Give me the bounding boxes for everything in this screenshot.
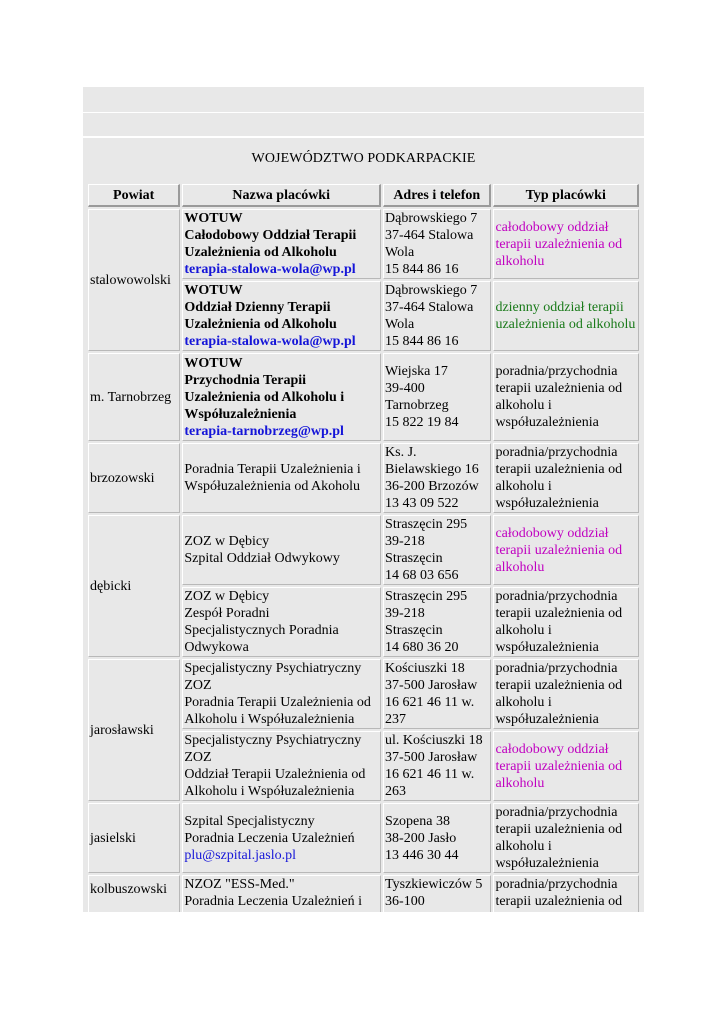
facility-name-cell bbox=[182, 209, 381, 279]
facility-name-line: ZOZ w Dębicy bbox=[184, 589, 270, 604]
address-line: ul. Kościuszki 18 bbox=[385, 733, 483, 748]
facility-name-cell bbox=[182, 515, 381, 585]
facility-name-line: Zespół Poradni bbox=[184, 606, 270, 621]
facility-name-line: Całodobowy Oddział Terapii bbox=[184, 228, 357, 243]
phone-line: 14 680 36 20 bbox=[385, 640, 459, 655]
facility-type-cell: poradnia/przychodnia terapii uzależnienia od alkoholu i współuzależnienia bbox=[493, 803, 639, 873]
address-cell bbox=[383, 353, 491, 441]
table-row bbox=[88, 353, 639, 441]
phone-line: 16 621 46 11 w. bbox=[385, 767, 475, 782]
table-row bbox=[88, 209, 639, 279]
content-panel bbox=[83, 87, 644, 912]
facility-type-cell: całodobowy oddział terapii uzależnienia od alkoholu bbox=[493, 515, 639, 585]
facility-name-cell bbox=[182, 731, 381, 801]
address-line: Straszęcin bbox=[385, 623, 443, 638]
table-row bbox=[88, 659, 639, 729]
address-cell bbox=[383, 209, 491, 279]
address-line: 37-500 Jarosław bbox=[385, 678, 478, 693]
header-name: Nazwa placówki bbox=[182, 184, 381, 207]
facility-name-cell bbox=[182, 281, 381, 351]
facility-name-line: ZOZ bbox=[184, 750, 212, 765]
table-row bbox=[88, 443, 639, 513]
address-line: 37-464 Stalowa bbox=[385, 228, 474, 243]
table-row bbox=[88, 803, 639, 873]
facility-name-cell bbox=[182, 353, 381, 441]
facility-type-cell: całodobowy oddział terapii uzależnienia od alkoholu bbox=[493, 209, 639, 279]
address-line: Tyszkiewiczów 5 bbox=[385, 877, 483, 892]
facility-name-line: Specjalistyczny Psychiatryczny bbox=[184, 661, 362, 676]
table-header-row bbox=[88, 184, 639, 207]
district-cell: jasielski bbox=[88, 803, 180, 873]
address-line: 37-464 Stalowa bbox=[385, 300, 474, 315]
address-cell bbox=[383, 281, 491, 351]
address-line: Dąbrowskiego 7 bbox=[385, 283, 478, 298]
facility-type-cell: poradnia/przychodnia terapii uzależnienia od alkoholu i współuzależnienia bbox=[493, 587, 639, 657]
phone-line: 15 844 86 16 bbox=[385, 262, 459, 277]
facility-name-cell bbox=[182, 659, 381, 729]
facility-name-line: Szpital Specjalistyczny bbox=[184, 813, 315, 829]
address-line: 38-200 Jasło bbox=[385, 830, 457, 846]
facility-name-line: Poradnia Terapii Uzależnienia i bbox=[184, 462, 361, 477]
facility-type-cell: poradnia/przychodnia terapii uzależnienia od alkoholu i współuzależnienia bbox=[493, 443, 639, 513]
phone-line: 13 43 09 522 bbox=[385, 496, 459, 511]
top-band bbox=[83, 87, 644, 113]
address-line: Dąbrowskiego 7 bbox=[385, 211, 478, 226]
facility-name-line: WOTUW bbox=[184, 283, 243, 298]
address-cell bbox=[383, 659, 491, 729]
phone-line: 16 621 46 11 w. bbox=[385, 695, 475, 710]
email-link[interactable]: terapia-tarnobrzeg@wp.pl bbox=[184, 423, 344, 439]
address-line: Wiejska 17 bbox=[385, 364, 448, 379]
address-line: Straszęcin 295 bbox=[385, 589, 468, 604]
facility-name-line: ZOZ w Dębicy bbox=[184, 534, 270, 549]
facility-name-line: Specjalistycznych Poradnia bbox=[184, 623, 339, 638]
district-cell: m. Tarnobrzeg bbox=[88, 353, 180, 441]
address-cell bbox=[383, 875, 491, 912]
phone-line: 15 844 86 16 bbox=[385, 334, 459, 349]
facility-name-line: Współuzależnienia bbox=[184, 406, 297, 422]
header-type: Typ placówki bbox=[493, 184, 639, 207]
facility-name-line: NZOZ "ESS-Med." bbox=[184, 877, 295, 892]
address-line: Kościuszki 18 bbox=[385, 661, 465, 676]
phone-line: 237 bbox=[385, 712, 407, 727]
address-line: Ks. J. bbox=[385, 445, 417, 460]
facility-name-line: Szpital Oddział Odwykowy bbox=[184, 551, 340, 566]
top-band bbox=[83, 113, 644, 137]
facility-name-line: Przychodnia Terapii bbox=[184, 372, 307, 388]
voivodeship-heading: WOJEWÓDZTWO PODKARPACKIE bbox=[83, 137, 644, 180]
facility-name-cell bbox=[182, 803, 381, 873]
email-link[interactable]: terapia-stalowa-wola@wp.pl bbox=[184, 334, 356, 349]
facility-name-line: Poradnia Terapii Uzależnienia od bbox=[184, 695, 371, 710]
phone-line: 15 822 19 84 bbox=[385, 415, 459, 430]
facility-type-cell: dzienny oddział terapii uzależnienia od alkoholu bbox=[493, 281, 639, 351]
facility-type-cell: poradnia/przychodnia terapii uzależnienia od bbox=[493, 875, 639, 912]
facility-name-line: WOTUW bbox=[184, 211, 243, 226]
phone-line: 13 446 30 44 bbox=[385, 847, 459, 863]
address-line: Straszęcin 295 bbox=[385, 517, 468, 532]
table-row bbox=[88, 515, 639, 585]
phone-line: 14 68 03 656 bbox=[385, 568, 459, 583]
district-cell: stalowowolski bbox=[88, 209, 180, 351]
facility-name-line: Specjalistyczny Psychiatryczny bbox=[184, 733, 362, 748]
facility-name-line: ZOZ bbox=[184, 678, 212, 693]
address-cell bbox=[383, 587, 491, 657]
facility-name-line: Współuzależnienia od Akoholu bbox=[184, 479, 361, 494]
facility-name-line: Oddział Terapii Uzależnienia od bbox=[184, 767, 366, 782]
district-cell: kolbuszowski bbox=[88, 875, 180, 912]
address-line: Wola bbox=[385, 245, 415, 260]
facility-name-line: WOTUW bbox=[184, 355, 243, 371]
facility-name-line: Alkoholu i Współuzależnienia bbox=[184, 712, 355, 727]
facility-name-line: Uzależnienia od Alkoholu bbox=[184, 317, 337, 332]
facility-type-cell: poradnia/przychodnia terapii uzależnienia od alkoholu i współuzależnienia bbox=[493, 353, 639, 441]
facility-name-cell bbox=[182, 875, 381, 912]
address-line: 39-218 bbox=[385, 534, 425, 549]
address-line: Szopena 38 bbox=[385, 813, 450, 829]
facility-name-cell bbox=[182, 443, 381, 513]
address-cell bbox=[383, 443, 491, 513]
table-row bbox=[88, 875, 639, 912]
address-cell bbox=[383, 731, 491, 801]
facility-name-line: Oddział Dzienny Terapii bbox=[184, 300, 331, 315]
address-line: 39-218 bbox=[385, 606, 425, 621]
facility-name-cell bbox=[182, 587, 381, 657]
facility-name-line: Uzależnienia od Alkoholu bbox=[184, 245, 337, 260]
address-line: 36-100 bbox=[385, 894, 425, 909]
facility-name-line: Poradnia Leczenia Uzależnień bbox=[184, 830, 355, 846]
header-district: Powiat bbox=[88, 184, 180, 207]
address-line: 36-200 Brzozów bbox=[385, 479, 479, 494]
address-line: 39-400 bbox=[385, 381, 425, 396]
facilities-table bbox=[86, 182, 641, 912]
address-line: Bielawskiego 16 bbox=[385, 462, 479, 477]
address-cell bbox=[383, 803, 491, 873]
facility-type-cell: całodobowy oddział terapii uzależnienia od alkoholu bbox=[493, 731, 639, 801]
facility-name-line: Poradnia Leczenia Uzależnień i bbox=[184, 894, 362, 909]
address-cell bbox=[383, 515, 491, 585]
address-line: Tarnobrzeg bbox=[385, 398, 449, 413]
facility-name-line: Uzależnienia od Alkoholu i bbox=[184, 389, 345, 405]
email-link[interactable]: terapia-stalowa-wola@wp.pl bbox=[184, 262, 356, 277]
address-line: Straszęcin bbox=[385, 551, 443, 566]
facility-type-cell: poradnia/przychodnia terapii uzależnienia od alkoholu i współuzależnienia bbox=[493, 659, 639, 729]
district-cell: jarosławski bbox=[88, 659, 180, 801]
header-address: Adres i telefon bbox=[383, 184, 491, 207]
facility-name-line: Alkoholu i Współuzależnienia bbox=[184, 784, 355, 799]
district-cell: dębicki bbox=[88, 515, 180, 657]
phone-line: 263 bbox=[385, 784, 407, 799]
address-line: 37-500 Jarosław bbox=[385, 750, 478, 765]
email-link[interactable]: plu@szpital.jaslo.pl bbox=[184, 847, 296, 863]
district-cell: brzozowski bbox=[88, 443, 180, 513]
facility-name-line: Odwykowa bbox=[184, 640, 249, 655]
address-line: Wola bbox=[385, 317, 415, 332]
